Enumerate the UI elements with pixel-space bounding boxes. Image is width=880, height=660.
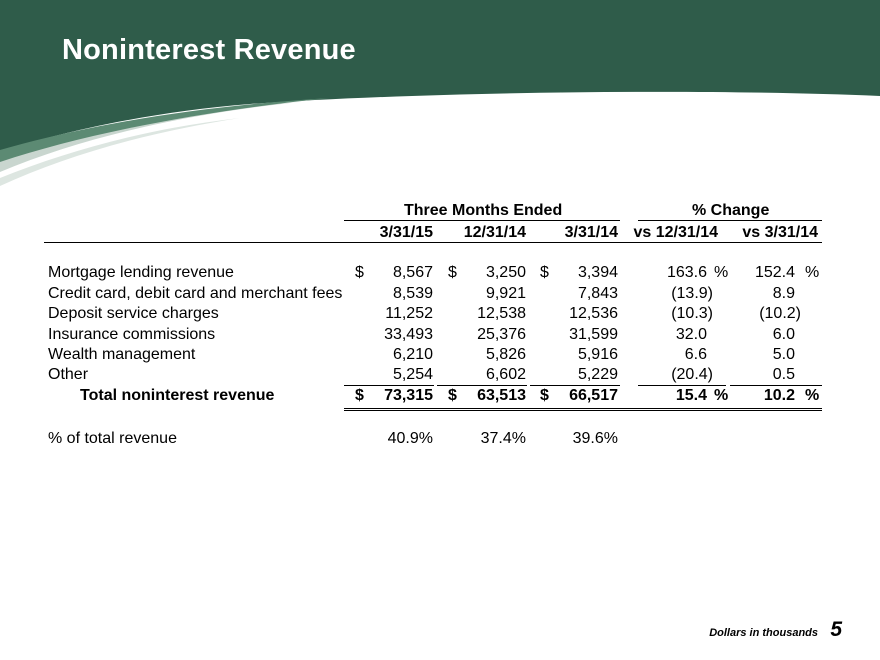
table-cell: 8,567: [392, 264, 433, 281]
subtotal-rule: [638, 385, 726, 386]
table-cell: 11,252: [385, 305, 433, 322]
table-cell: 8,539: [392, 285, 433, 302]
column-header: vs 12/31/14: [633, 224, 718, 241]
table-cell: 8.9: [772, 285, 795, 302]
table-cell: 31,599: [569, 326, 618, 343]
total-label: Total noninterest revenue: [80, 387, 275, 404]
table-cell: 3,394: [577, 264, 618, 281]
table-cell: 163.6: [666, 264, 707, 281]
table-cell: 5,916: [577, 346, 618, 363]
percent-sign: %: [714, 387, 729, 404]
total-cell: 15.4: [675, 387, 707, 404]
dollar-sign: $: [355, 264, 364, 281]
table-cell: 12,538: [477, 305, 526, 322]
table-cell: 152.4: [754, 264, 795, 281]
percent-sign: %: [805, 387, 820, 404]
table-cell: 6,210: [392, 346, 433, 363]
dollar-sign: $: [540, 387, 549, 404]
percent-sign: %: [805, 264, 820, 281]
subtotal-rule: [344, 385, 434, 386]
table-cell: 0.5: [772, 366, 795, 383]
table-cell: (20.4): [671, 366, 713, 383]
subtotal-rule: [437, 385, 527, 386]
row-label: Insurance commissions: [48, 326, 216, 343]
total-cell: 73,315: [384, 387, 433, 404]
total-cell: 66,517: [569, 387, 618, 404]
pct-total-cell: 37.4%: [480, 430, 526, 447]
group-underline-three-months: [344, 220, 620, 221]
dollar-sign: $: [355, 387, 364, 404]
subtotal-rule: [730, 385, 822, 386]
table-cell: 25,376: [477, 326, 526, 343]
header-rule: [44, 242, 822, 243]
total-cell: 10.2: [763, 387, 795, 404]
slide-title: Noninterest Revenue: [62, 34, 356, 66]
total-double-rule: [344, 410, 822, 411]
subtotal-rule: [530, 385, 620, 386]
row-label: Credit card, debit card and merchant fees: [48, 285, 343, 302]
header-banner: [0, 0, 880, 200]
table-cell: 6.0: [772, 326, 795, 343]
table-cell: 5,826: [485, 346, 526, 363]
dollar-sign: $: [448, 387, 457, 404]
table-cell: 5,229: [577, 366, 618, 383]
group-header-three-months: Three Months Ended: [404, 202, 563, 219]
table-cell: 9,921: [485, 285, 526, 302]
table-cell: 33,493: [384, 326, 433, 343]
column-header: 3/31/14: [564, 224, 618, 241]
percent-sign: %: [714, 264, 729, 281]
dollar-sign: $: [540, 264, 549, 281]
table-cell: 6,602: [485, 366, 526, 383]
group-underline-pct-change: [638, 220, 822, 221]
dollar-sign: $: [448, 264, 457, 281]
total-cell: 63,513: [477, 387, 526, 404]
table-cell: 5.0: [772, 346, 795, 363]
table-cell: 6.6: [684, 346, 707, 363]
table-cell: (10.2): [759, 305, 801, 322]
pct-total-cell: 39.6%: [572, 430, 618, 447]
column-header: 12/31/14: [463, 224, 526, 241]
total-double-rule: [344, 408, 822, 409]
table-cell: (10.3): [671, 305, 713, 322]
group-header-pct-change: % Change: [692, 202, 770, 219]
table-cell: 5,254: [392, 366, 433, 383]
column-header: 3/31/15: [379, 224, 433, 241]
table-cell: 3,250: [485, 264, 526, 281]
row-label: Deposit service charges: [48, 305, 219, 322]
table-cell: 12,536: [569, 305, 618, 322]
footnote: Dollars in thousands: [709, 627, 818, 639]
row-label: Other: [48, 366, 89, 383]
table-cell: 32.0: [675, 326, 707, 343]
pct-total-cell: 40.9%: [387, 430, 433, 447]
pct-total-label: % of total revenue: [48, 430, 177, 447]
column-header: vs 3/31/14: [742, 224, 818, 241]
row-label: Mortgage lending revenue: [48, 264, 234, 281]
row-label: Wealth management: [48, 346, 196, 363]
table-cell: (13.9): [671, 285, 713, 302]
page-number: 5: [830, 618, 842, 641]
table-cell: 7,843: [577, 285, 618, 302]
